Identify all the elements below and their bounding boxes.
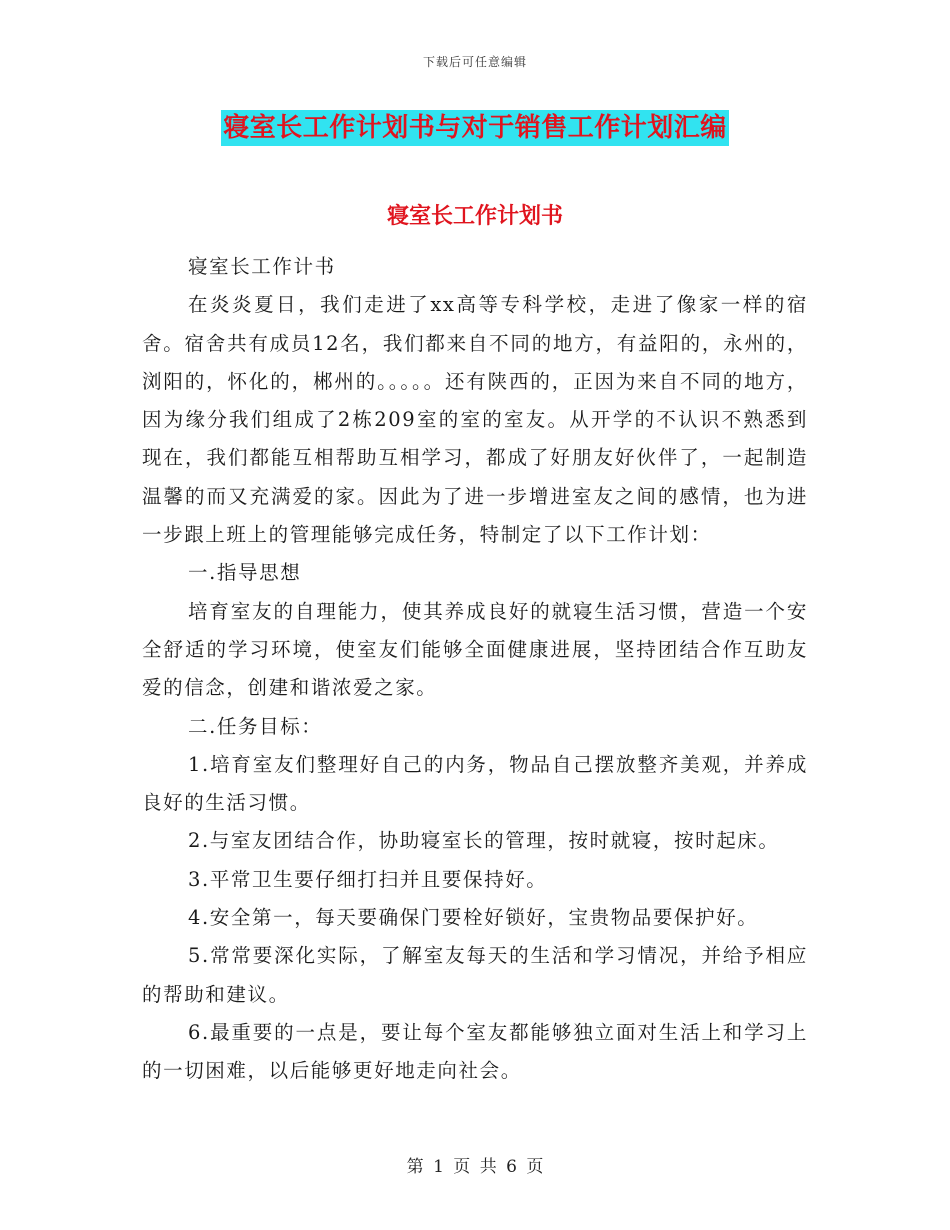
section-title: 寝室长工作计划书	[386, 204, 563, 229]
paragraph-guiding-thought: 培育室友的自理能力，使其养成良好的就寝生活习惯，营造一个安全舒适的学习环境，使室友们能够全面健康进展，坚持团结合作互助友爱的信念，创建和谐浓爱之家。	[142, 599, 808, 700]
paragraph-heading-line: 寝室长工作计书	[188, 255, 336, 278]
paragraph-section-one: 一.指导思想	[188, 561, 302, 585]
paragraph-goal-4: 4.安全第一，每天要确保门要栓好锁好，宝贵物品要保护好。	[188, 906, 759, 930]
page-footer: 第 1 页 共 6 页	[406, 1157, 544, 1177]
paragraph-goal-6: 6.最重要的一点是，要让每个室友都能够独立面对生活上和学习上的一切困难，以后能够更好地走向社会。	[142, 1020, 808, 1083]
paragraph-goal-5: 5.常常要深化实际，了解室友每天的生活和学习情况，并给予相应的帮助和建议。	[142, 944, 808, 1006]
document-title: 寝室长工作计划书与对于销售工作计划汇编	[221, 110, 729, 146]
paragraph-goal-1: 1.培育室友们整理好自己的内务，物品自己摆放整齐美观，并养成良好的生活习惯。	[142, 752, 808, 815]
paragraph-intro: 在炎炎夏日，我们走进了xx高等专科学校，走进了像家一样的宿舍。宿舍共有成员12名，我们都来自不同的地方，有益阳的，永州的，浏阳的，怀化的，郴州的。。。。。还有陕西的，正因为来自不同的地方，因为缘分我们组成了2栋209室的室的室友。从开学的不认识不熟悉到现在，我们都能互相帮助互相学习，都成了好朋友好伙伴了，一起制造温馨的而又充满爱的家。因此为了进一步增进室友之间的感情，也为进一步跟上班上的管理能够完成任务，特制定了以下工作计划：	[142, 293, 808, 547]
header-note: 下载后可任意编辑	[422, 55, 527, 69]
paragraph-goal-3: 3.平常卫生要仔细打扫并且要保持好。	[188, 867, 548, 891]
document-body	[142, 248, 808, 1091]
document-title-container	[0, 110, 950, 146]
paragraph-goal-2: 2.与室友团结合作，协助寝室长的管理，按时就寝，按时起床。	[188, 829, 780, 853]
paragraph-section-two: 二.任务目标：	[188, 714, 323, 738]
